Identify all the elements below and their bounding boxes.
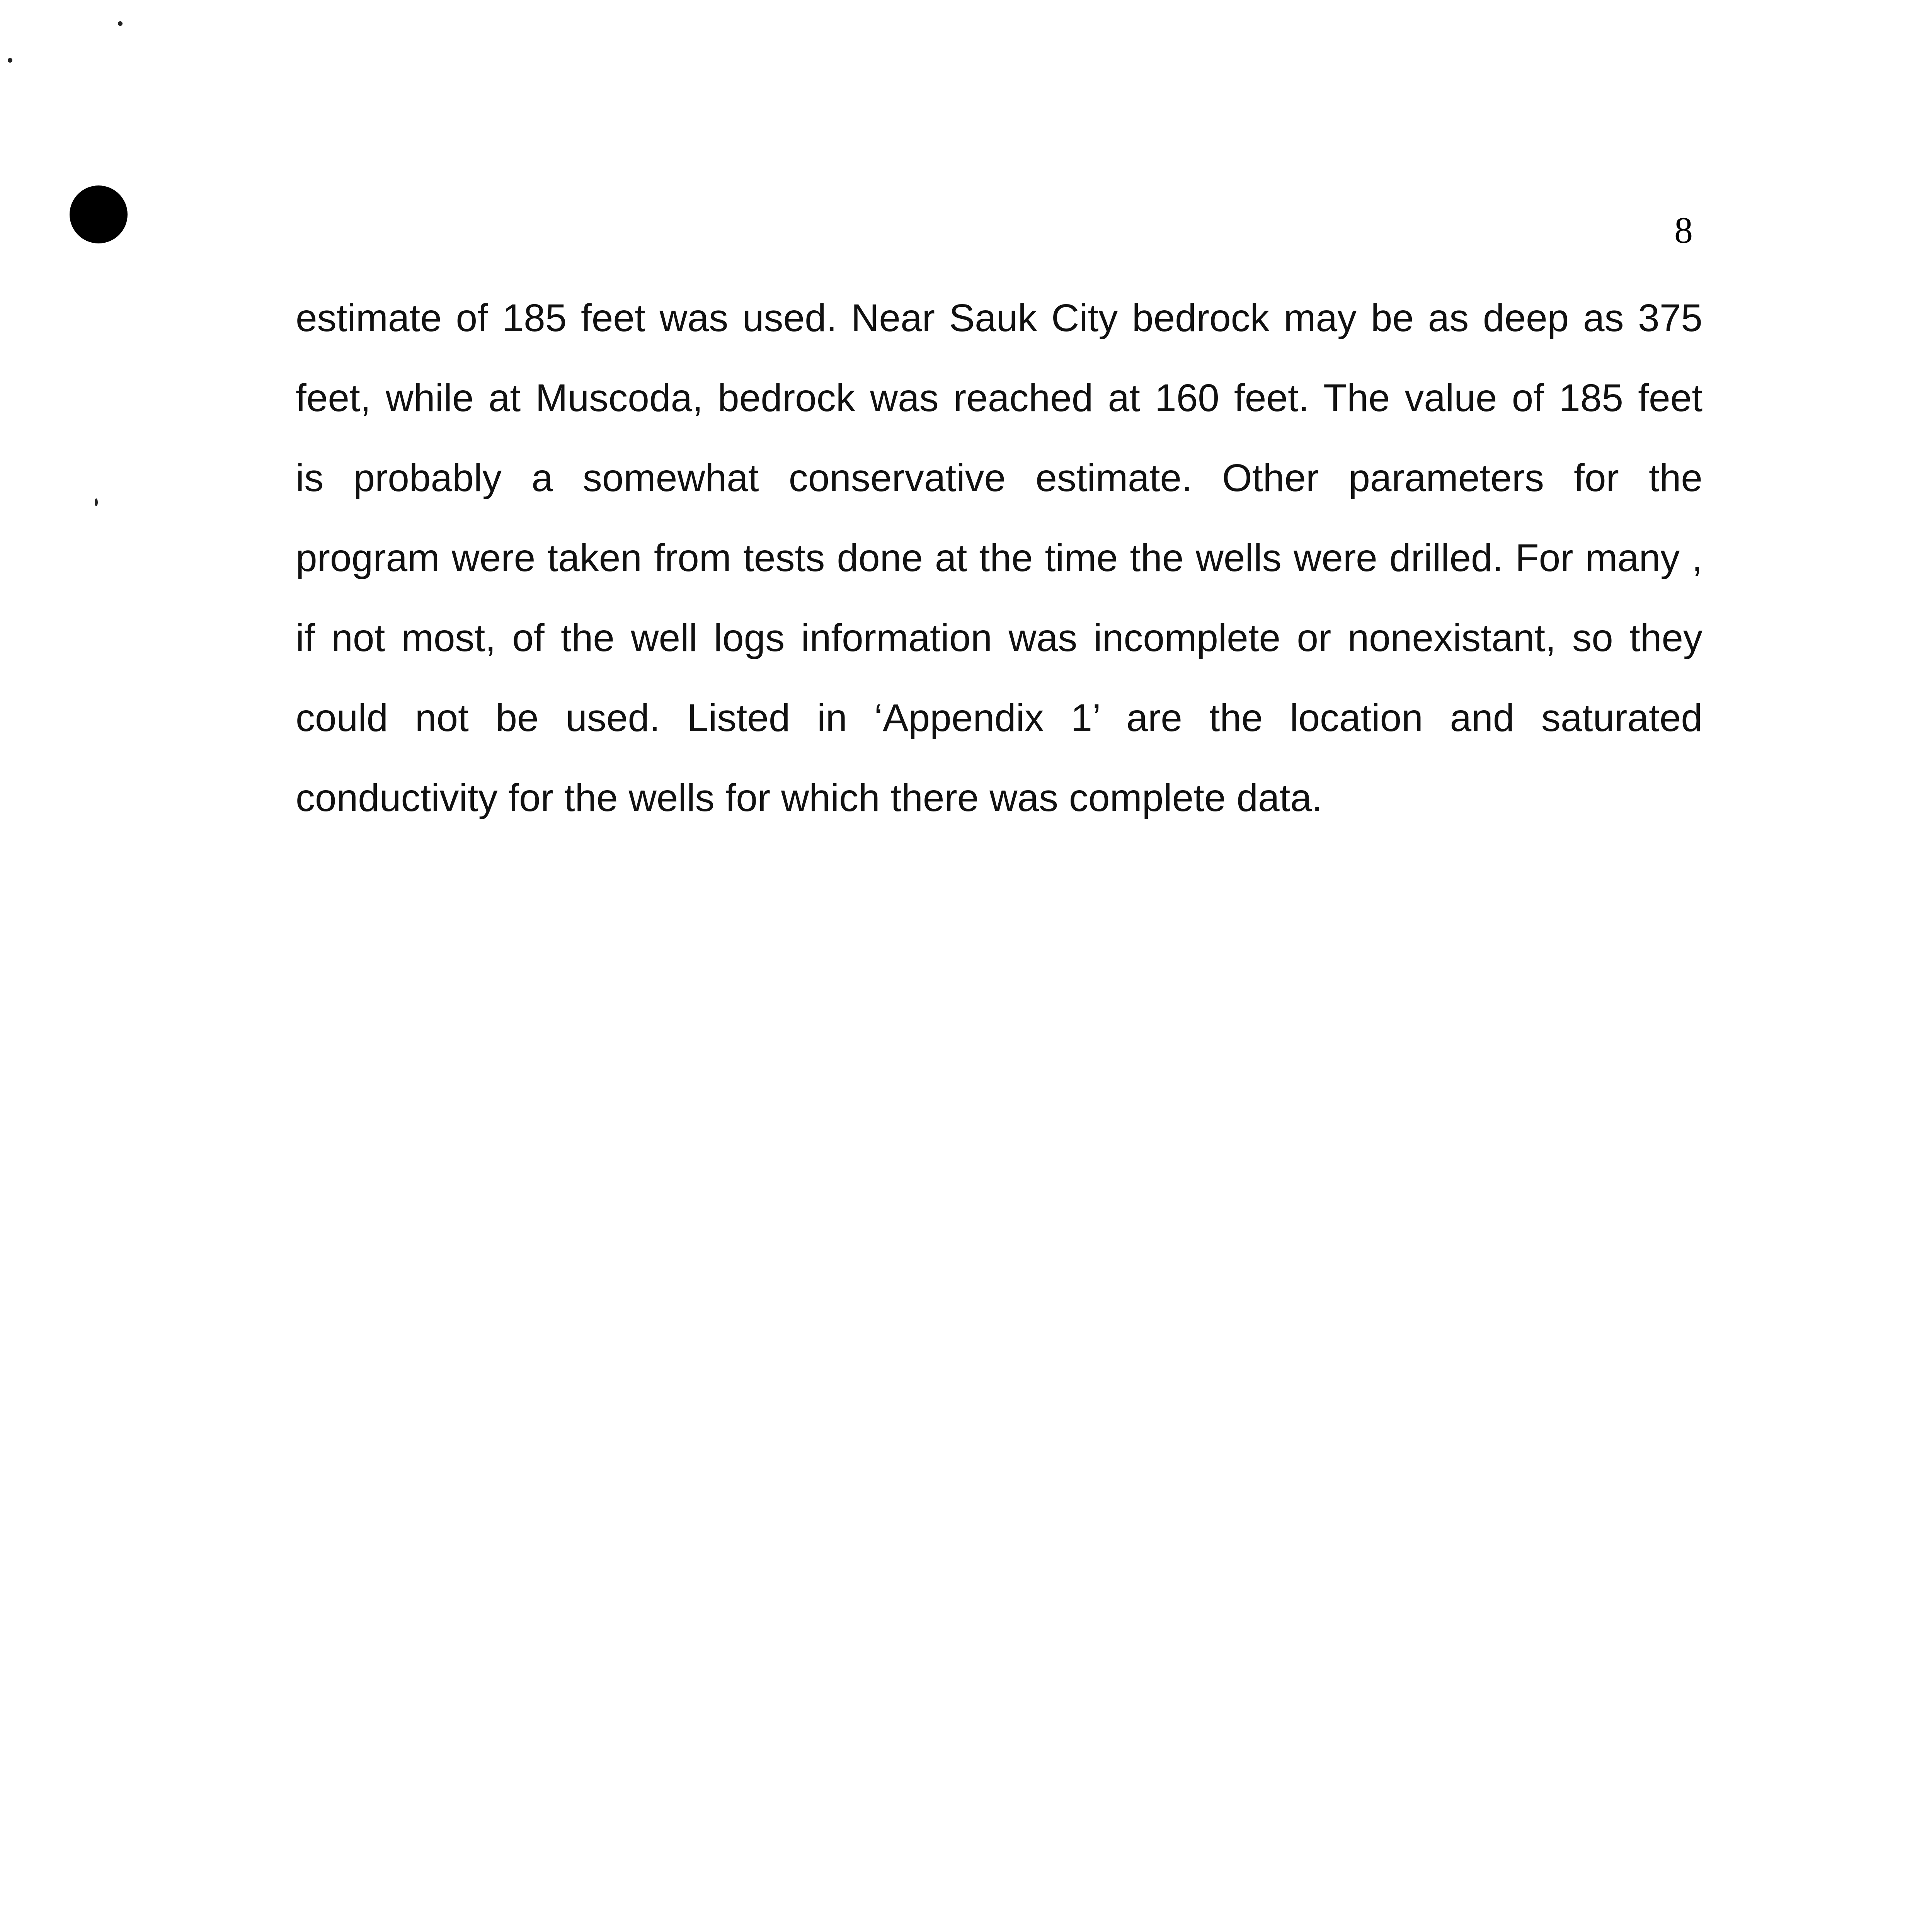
binder-hole-top (70, 185, 128, 243)
paragraph-line: conductivity for the wells for which there was complete data. (296, 776, 1323, 820)
paragraph-line: feet, while at Muscoda, bedrock was reached at 160 feet. The value of 185 feet (296, 376, 1702, 420)
page-number: 8 (1674, 209, 1693, 251)
scan-speck (8, 58, 12, 63)
body-paragraph (296, 278, 1702, 838)
paragraph-line: is probably a somewhat conservative estimate. Other parameters for the (296, 456, 1702, 500)
paragraph-line: estimate of 185 feet was used. Near Sauk City bedrock may be as deep as 375 (296, 296, 1702, 340)
scan-speck (95, 498, 98, 506)
paragraph-line: could not be used. Listed in ‘Appendix 1’ are the location and saturated (296, 696, 1702, 740)
scan-speck (118, 21, 123, 26)
paragraph-line: if not most, of the well logs information was incomplete or nonexistant, so they (296, 616, 1702, 660)
paragraph-line: program were taken from tests done at the time the wells were drilled. For many , (296, 536, 1702, 580)
